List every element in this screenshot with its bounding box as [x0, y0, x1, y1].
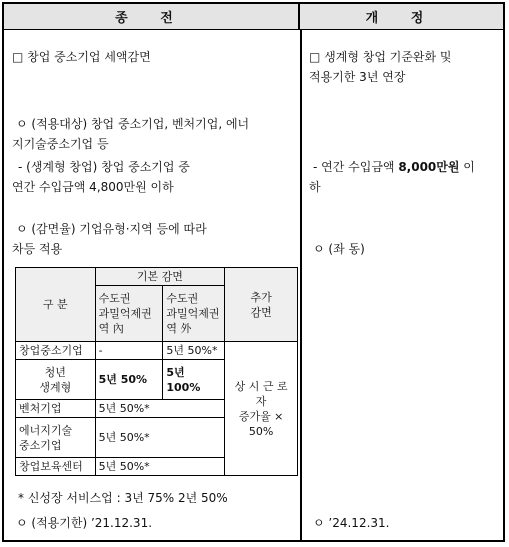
right-deadline: ㅇ ’24.12.31.: [313, 516, 390, 530]
col-extra-2: 감면: [250, 305, 272, 319]
right-income-amount: 8,000만원: [398, 160, 460, 174]
row-youth-in: 5년 50%: [95, 360, 163, 400]
comparison-table: [2, 2, 505, 542]
left-rate-line2: 차등 적용: [12, 242, 63, 256]
row-energy-name-2: 중소기업: [19, 438, 62, 452]
row-startup-name: 창업중소기업: [16, 342, 96, 360]
col-basic: 기본 감면: [95, 268, 225, 286]
header-after: [300, 4, 503, 30]
row-incubator-value: 5년 50%*: [95, 458, 225, 476]
row-energy-name: [16, 418, 96, 458]
extra-2: 자: [255, 394, 267, 408]
col-metro-in-1: 수도권: [98, 292, 131, 305]
col-category: 구 분: [16, 268, 96, 342]
right-income-prefix: - 연간 수입금액: [313, 160, 399, 174]
row-energy-name-1: 에너지기술: [19, 423, 73, 437]
col-metro-out-1: 수도권: [166, 292, 199, 305]
right-income-suffix: 이: [459, 160, 475, 174]
extra-4: 50%: [248, 424, 274, 438]
row-startup-out: 5년 50%*: [163, 342, 225, 360]
col-extra: [225, 268, 298, 342]
row-venture-name: 벤처기업: [16, 400, 96, 418]
left-deadline: ㅇ (적용기한) ’21.12.31.: [16, 516, 153, 530]
left-rate-line1: ㅇ (감면율) 기업유형·지역 등에 따라: [16, 222, 207, 236]
left-target-line2: 지기술중소기업 등: [12, 137, 109, 151]
col-metro-out-3: 역 外: [166, 322, 192, 335]
row-youth-out: 5년 100%: [163, 360, 225, 400]
col-metro-in-2: 과밀억제권: [98, 307, 152, 320]
row-youth-name-2: 생계형: [39, 380, 72, 394]
col-metro-in-3: 역 內: [98, 322, 124, 335]
row-incubator-name: 창업보육센터: [16, 458, 96, 476]
col-extra-1: 추가: [250, 290, 272, 304]
left-target-line1: ㅇ (적용대상) 창업 중소기업, 벤처기업, 에너: [16, 117, 250, 131]
left-title: □ 창업 중소기업 세액감면: [12, 50, 151, 64]
row-venture-value: 5년 50%*: [95, 400, 225, 418]
right-income-line2: 하: [309, 180, 321, 194]
right-same: ㅇ (좌 동): [313, 242, 365, 256]
left-lifestyle-line1: - (생계형 창업) 창업 중소기업 중: [18, 160, 190, 174]
right-title-line2: 적용기한 3년 연장: [309, 70, 406, 84]
col-metro-out-2: 과밀억제권: [166, 307, 220, 320]
row-youth-name-1: 청년: [44, 365, 66, 379]
right-title-line1: □ 생계형 창업 기준완화 및: [309, 50, 452, 64]
col-metro-in: [95, 286, 163, 342]
extra-3: 증가율 ×: [238, 409, 284, 423]
header-before: [4, 4, 300, 30]
row-youth-name: [16, 360, 96, 400]
row-energy-value: 5년 50%*: [95, 418, 225, 458]
header-before-label: 종 전: [115, 11, 187, 26]
extra-reduction: [225, 342, 298, 476]
right-income-line1: [313, 157, 475, 177]
header-after-label: 개 정: [365, 11, 438, 26]
extra-1: 상 시 근 로: [234, 379, 288, 393]
row-startup-in: -: [95, 342, 163, 360]
left-lifestyle-line2: 연간 수입금액 4,800만원 이하: [12, 180, 174, 194]
reduction-table: [15, 267, 298, 476]
left-footnote: * 신성장 서비스업 : 3년 75% 2년 50%: [18, 491, 228, 505]
column-divider: [300, 30, 302, 540]
col-metro-out: [163, 286, 225, 342]
